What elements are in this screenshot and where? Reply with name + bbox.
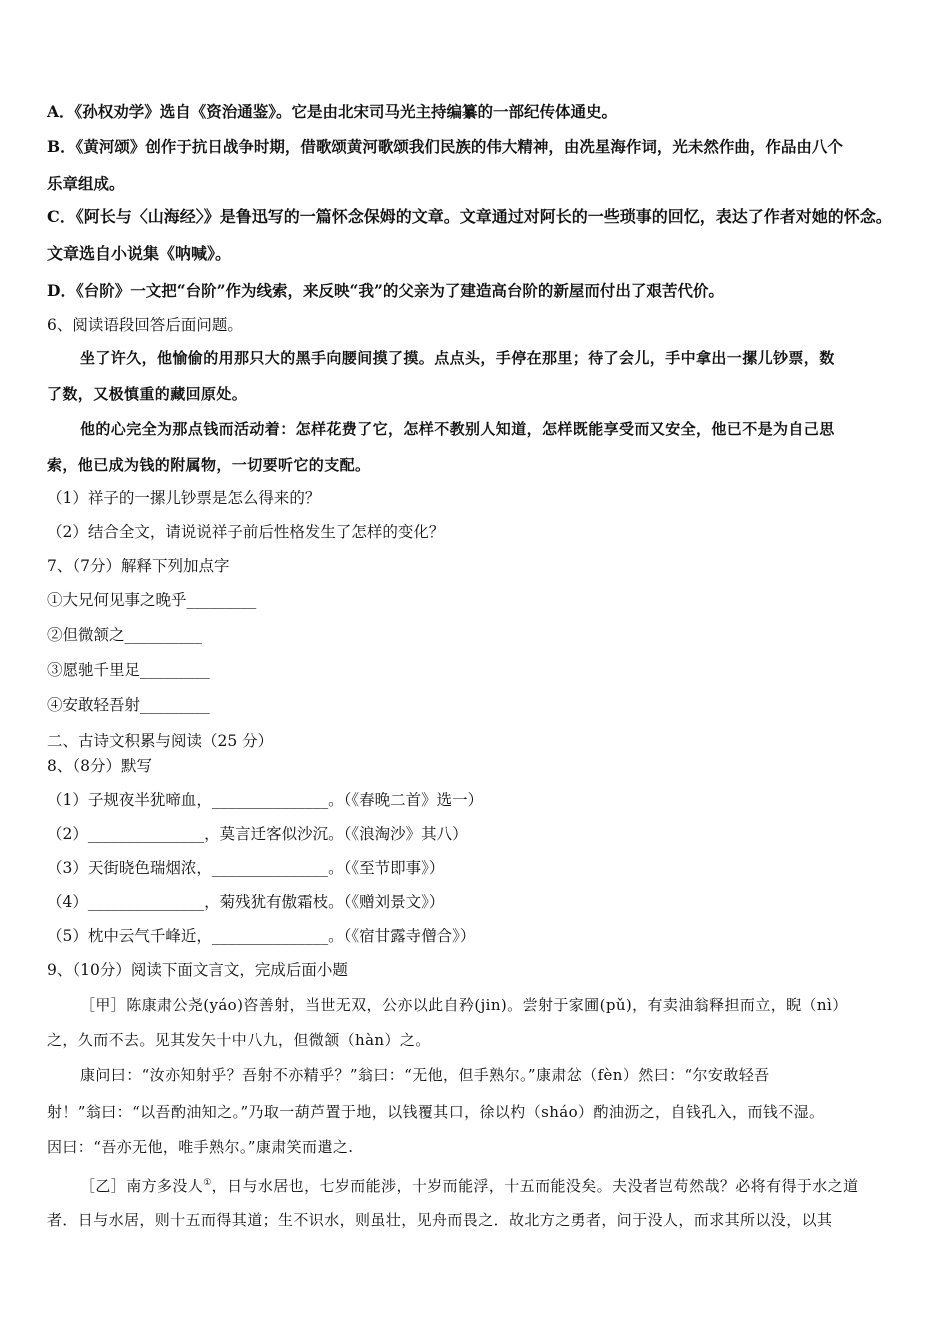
- q9-yi-line1-post: ，日与水居也，七岁而能涉，十岁而能浮，十五而能没矣。夫没者岂苟然哉？必将有得于水之道: [211, 1177, 859, 1195]
- q6-passage-p1b: 了数，又极慎重的藏回原处。: [47, 385, 248, 403]
- footnote-marker: ①: [203, 1178, 212, 1188]
- q5-option-c-line2: 文章选自小说集《呐喊》。: [47, 244, 232, 263]
- q9-yi-line1-pre: ［乙］南方多没人: [80, 1177, 204, 1195]
- q5-option-a: A．《孙权劝学》选自《资治通鉴》。它是由北宋司马光主持编纂的一部纪传体通史。: [47, 102, 618, 121]
- q9-yi-line1: [80, 1172, 858, 1197]
- q6-passage-p2b: 索，他已成为钱的附属物，一切要听它的支配。: [47, 456, 371, 474]
- q8-item: （3）天街晓色瑞烟浓，_______________。（《至节即事》）: [47, 859, 445, 877]
- q7-item: ③愿驰千里足_________: [47, 661, 210, 679]
- q5-option-b-line1: B．《黄河颂》创作于抗日战争时期，借歌颂黄河歌颂我们民族的伟大精神，由冼星海作词，光未然作曲，作品由八个: [47, 137, 843, 156]
- q8-item: （2）_______________，莫言迁客似沙沉。（《浪淘沙》其八）: [47, 825, 468, 843]
- q9-jia-line3: 康问曰：“汝亦知射乎？吾射不亦精乎？”翁曰：“无他，但手熟尔。”康肃忿（fèn）然曰：“尔安敢轻吾: [80, 1066, 770, 1084]
- q9-jia-line1: ［甲］陈康肃公尧(yáo)咨善射，当世无双，公亦以此自矜(jin)。尝射于家圃(pǔ)，有卖油翁释担而立，睨（nì）: [80, 996, 848, 1014]
- q6-passage-p1a: 坐了许久，他愉偷的用那只大的黑手向腰间摸了摸。点点头，手停在那里；待了会儿，手中拿出一摞儿钞票，数: [80, 349, 835, 367]
- q9-yi-line2: 者．日与水居，则十五而得其道；生不识水，则虽壮，见舟而畏之．故北方之勇者，问于没人，而求其所以没，以其: [47, 1211, 833, 1229]
- q8-item: （4）_______________，菊残犹有傲霜枝。（《赠刘景文》）: [47, 893, 445, 911]
- q7-title: 7、（7分）解释下列加点字: [47, 557, 230, 575]
- q7-item: ②但微颔之__________: [47, 626, 203, 644]
- q6-subquestion-2: （2）结合全文，请说说祥子前后性格发生了怎样的变化？: [47, 523, 445, 541]
- q5-option-c-line1: C．《阿长与〈山海经〉》是鲁迅写的一篇怀念保姆的文章。文章通过对阿长的一些琐事的回忆，表达了作者对她的怀念。: [47, 207, 892, 226]
- q8-item: （1）子规夜半犹啼血，_______________。（《春晚二首》选一）: [47, 791, 484, 809]
- q6-title: 6、阅读语段回答后面问题。: [47, 316, 243, 334]
- q9-jia-line5: 因曰：“吾亦无他，唯手熟尔。”康肃笑而遣之.: [47, 1138, 354, 1156]
- section-2-heading: 二、古诗文积累与阅读（25 分）: [47, 732, 274, 750]
- q6-passage-p2a: 他的心完全为那点钱而活动着：怎样花费了它，怎样不教别人知道，怎样既能享受而又安全，他已不是为自己思: [80, 420, 835, 438]
- q5-option-b-line2: 乐章组成。: [47, 174, 125, 193]
- q9-jia-line2: 之，久而不去。见其发矢十中八九，但微颔（hàn）之。: [47, 1031, 431, 1049]
- q9-title: 9、（10分）阅读下面文言文，完成后面小题: [47, 961, 348, 979]
- q8-item: （5）枕中云气千峰近，_______________。（《宿甘露寺僧合》）: [47, 927, 476, 945]
- q5-option-d: D．《台阶》一文把“台阶”作为线索，来反映“我”的父亲为了建造高台阶的新屋而付出了艰苦代价。: [47, 281, 724, 300]
- q7-item: ①大兄何见事之晚乎_________: [47, 591, 257, 609]
- q6-subquestion-1: （1）祥子的一摞儿钞票是怎么得来的？: [47, 489, 321, 507]
- q8-title: 8、（8分）默写: [47, 757, 152, 775]
- q7-item: ④安敢轻吾射_________: [47, 696, 210, 714]
- q9-jia-line4: 射！”翁曰：“以吾酌油知之。”乃取一葫芦置于地，以钱覆其口，徐以杓（sháo）酌油沥之，自钱孔入，而钱不湿。: [47, 1103, 825, 1121]
